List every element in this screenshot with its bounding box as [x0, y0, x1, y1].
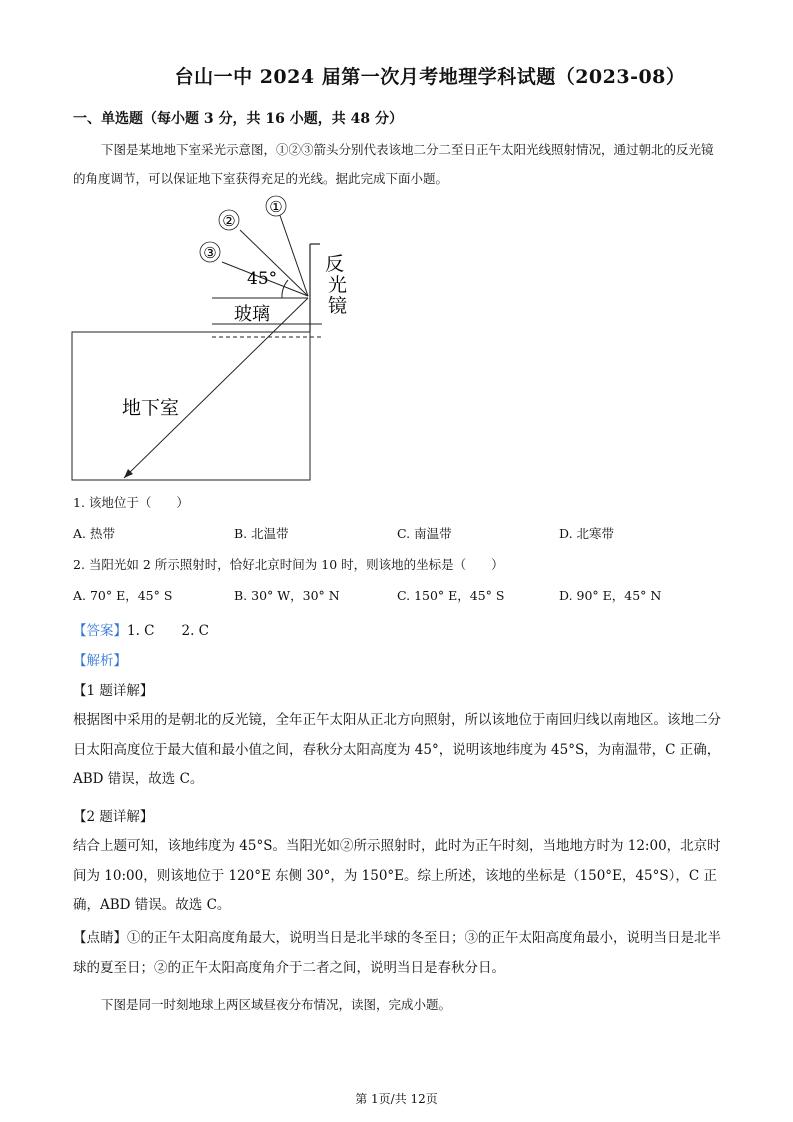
angle-label: 45°: [247, 269, 278, 289]
detail-2-heading: 【2 题详解】: [73, 809, 154, 825]
mirror-label-1: 反: [325, 253, 345, 275]
ray-1: [276, 204, 308, 296]
q2-option-d[interactable]: D. 90° E，45° N: [559, 588, 662, 603]
mirror-label-2: 光: [328, 274, 348, 296]
q1-option-a[interactable]: A. 热带: [73, 526, 115, 541]
question-1-stem: 1. 该地位于（ ）: [73, 495, 189, 510]
q1-option-b[interactable]: B. 北温带: [234, 526, 289, 541]
pointer-label: 【点睛】: [73, 930, 127, 946]
reflected-ray: [124, 298, 308, 478]
q2-option-b[interactable]: B. 30° W，30° N: [234, 588, 340, 603]
angle-arc: [282, 280, 288, 298]
basement-box: [72, 332, 310, 480]
detail-1-text: 根据图中采用的是朝北的反光镜，全年正午太阳从正北方向照射，所以该地位于南回归线以南地区。该地二分日太阳高度位于最大值和最小值之间，春秋分太阳高度为 45°，说明该地纬度为 45°S，为南温带，C 正确，ABD 错误，故选 C。: [73, 712, 721, 787]
basement-lighting-diagram: [70, 190, 360, 485]
mirror-label-3: 镜: [328, 295, 348, 317]
detail-2-text: 结合上题可知，该地纬度为 45°S。当阳光如②所示照射时，此时为正午时刻，当地地方时为 12:00，北京时间为 10:00，则该地位于 120°E 东侧 30°，为 150°E。综上所述，该地的坐标是（150°E，45°S），C 正确，ABD 错误。故选 C。: [73, 838, 721, 913]
detail-1-heading: 【1 题详解】: [73, 683, 154, 699]
question-2-stem: 2. 当阳光如 2 所示照射时，恰好北京时间为 10 时，则该地的坐标是（ ）: [73, 557, 504, 572]
page-footer: 第 1页/共 12页: [355, 1092, 438, 1106]
q2-option-a[interactable]: A. 70° E，45° S: [73, 588, 173, 603]
intro-paragraph: 下图是某地地下室采光示意图，①②③箭头分别代表该地二分二至日正午太阳光线照射情况，通过朝北的反光镜的角度调节，可以保证地下室获得充足的光线。据此完成下面小题。: [73, 142, 714, 186]
label-2: ②: [222, 212, 236, 230]
intro-2-paragraph: 下图是同一时刻地球上两区域昼夜分布情况，读图，完成小题。: [101, 997, 452, 1012]
q1-option-c[interactable]: C. 南温带: [397, 526, 452, 541]
section-heading: 一、单选题（每小题 3 分，共 16 小题，共 48 分）: [73, 111, 403, 127]
answer-text: 1. C 2. C: [127, 623, 210, 639]
pointer-paragraph: [73, 924, 721, 983]
label-1: ①: [269, 198, 283, 216]
q2-option-c[interactable]: C. 150° E，45° S: [397, 588, 505, 603]
label-3: ③: [203, 244, 217, 262]
basement-label: 地下室: [122, 397, 180, 419]
answer-row: [73, 619, 209, 639]
pointer-text: ①的正午太阳高度角最大，说明当日是北半球的冬至日；③的正午太阳高度角最小，说明当日是北半球的夏至日；②的正午太阳高度角介于二者之间，说明当日是春秋分日。: [73, 930, 721, 976]
q1-option-d[interactable]: D. 北寒带: [559, 526, 615, 541]
glass-label: 玻璃: [234, 304, 270, 325]
analysis-label: 【解析】: [73, 653, 127, 669]
answer-label: 【答案】: [73, 623, 127, 639]
page-title: 台山一中 2024 届第一次月考地理学科试题（2023-08）: [174, 66, 686, 88]
